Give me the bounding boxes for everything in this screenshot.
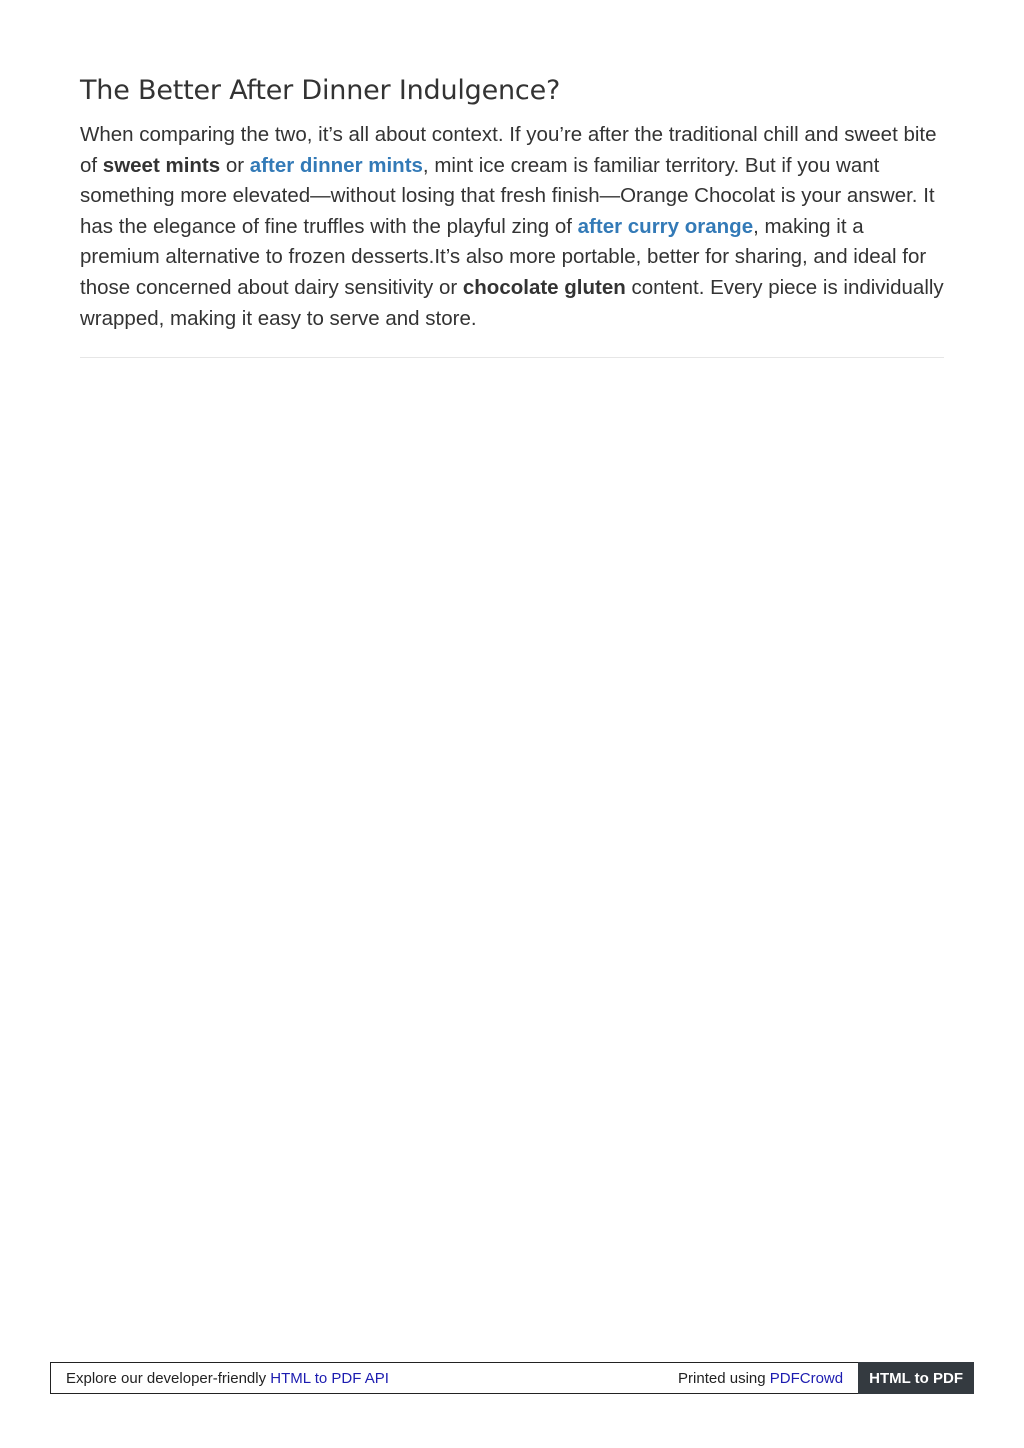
paragraph-text: When comparing the two, it’s all about context. If you’re after the traditional chill and sweet bite of: [80, 123, 937, 177]
article-paragraph: [80, 120, 944, 334]
paragraph-text: content. Every piece is individually wrapped, making it easy to serve and store.: [80, 275, 944, 330]
section-divider: [80, 357, 944, 358]
link-after-curry-orange[interactable]: after curry orange: [577, 214, 754, 238]
article-heading: The Better After Dinner Indulgence?: [80, 75, 561, 106]
footer-left: [51, 1370, 678, 1387]
link-after-dinner-mints[interactable]: after dinner mints: [249, 153, 423, 177]
article: [80, 72, 944, 334]
paragraph-text: or: [220, 153, 250, 177]
bold-term-sweet-mints: sweet mints: [102, 153, 221, 177]
paragraph-text: , making it a premium alternative to frozen desserts.It’s also more portable, better for sharing, and ideal for those concerned about dairy sensitivity or: [80, 214, 927, 299]
bold-term-chocolate-gluten: chocolate gluten: [462, 275, 626, 299]
footer-right-text: Printed using: [678, 1369, 770, 1387]
paragraph-text: , mint ice cream is familiar territory. But if you want something more elevated—without losing that fresh finish—Orange Chocolat is your answer. It has the elegance of fine truffles with the playful zing of: [80, 153, 935, 238]
html-to-pdf-badge[interactable]: HTML to PDF: [858, 1362, 974, 1394]
footer-left-text: Explore our developer-friendly: [66, 1369, 271, 1387]
html-to-pdf-api-link[interactable]: HTML to PDF API: [270, 1369, 389, 1387]
pdfcrowd-footer-bar: [50, 1362, 974, 1394]
footer-right: [678, 1370, 858, 1387]
pdfcrowd-link[interactable]: PDFCrowd: [769, 1369, 844, 1387]
